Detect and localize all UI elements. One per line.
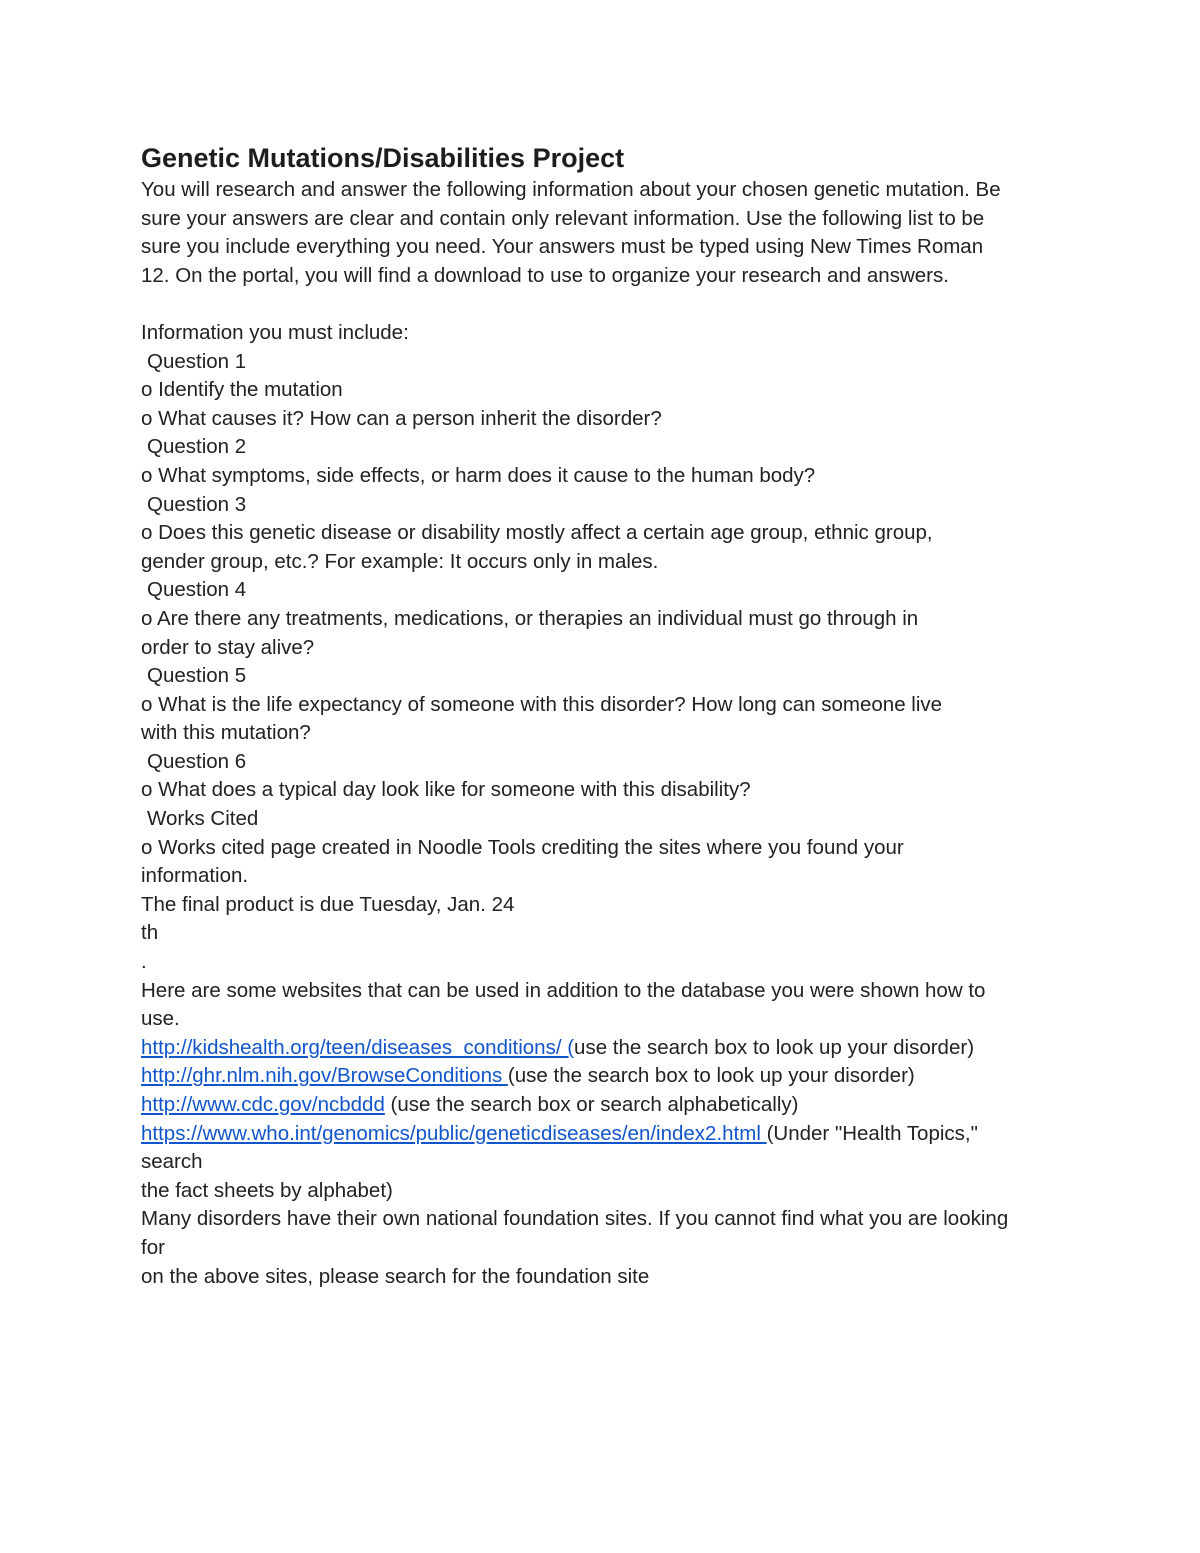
link-note: (use the search box or search alphabetically) <box>384 1093 799 1116</box>
link-note: use the search box to look up your disorder) <box>574 1035 975 1059</box>
websites-intro-line: Here are some websites that can be used in addition to the database you were shown how to <box>141 978 986 1002</box>
works-cited-heading: Works Cited <box>147 807 259 831</box>
question-3-item: gender group, etc.? For example: It occurs only in males. <box>141 549 659 573</box>
intro-line: sure your answers are clear and contain only relevant information. Use the following list to be <box>141 206 985 230</box>
foundation-line: Many disorders have their own national foundation sites. If you cannot find what you are looking <box>141 1207 1009 1231</box>
intro-line: 12. On the portal, you will find a download to use to organize your research and answers. <box>141 263 949 287</box>
who-note-continued: search <box>141 1150 203 1174</box>
foundation-line: on the above sites, please search for the foundation site <box>141 1264 650 1288</box>
kidshealth-link[interactable]: http://kidshealth.org/teen/diseases_conditions/ ( <box>141 1035 575 1059</box>
question-2-heading: Question 2 <box>147 435 247 459</box>
works-cited-item: information. <box>141 864 249 888</box>
question-5-item: with this mutation? <box>141 721 311 745</box>
link-row-ghr <box>141 1062 1071 1091</box>
blank-line <box>141 290 1071 319</box>
question-4-item: o Are there any treatments, medications, or therapies an individual must go through in <box>141 606 919 630</box>
question-4-item: order to stay alive? <box>141 635 315 659</box>
due-date-line: The final product is due Tuesday, Jan. 24 <box>141 892 515 916</box>
question-6-item: o What does a typical day look like for someone with this disability? <box>141 778 751 802</box>
websites-intro-line: use. <box>141 1007 180 1031</box>
document-page <box>141 140 1071 1291</box>
link-note: (Under "Health Topics," <box>766 1121 978 1145</box>
question-5-item: o What is the life expectancy of someone with this disorder? How long can someone live <box>141 692 943 716</box>
question-1-heading: Question 1 <box>147 349 247 373</box>
question-1-item: o Identify the mutation <box>141 378 343 402</box>
cdc-link[interactable]: http://www.cdc.gov/ncbddd <box>141 1093 385 1116</box>
due-date-suffix: th <box>141 921 159 945</box>
link-row-kidshealth <box>141 1034 1071 1063</box>
question-4-heading: Question 4 <box>147 578 247 602</box>
link-row-cdc <box>141 1091 1071 1120</box>
who-note-continued: the fact sheets by alphabet) <box>141 1178 393 1202</box>
question-6-heading: Question 6 <box>147 749 247 773</box>
intro-line: You will research and answer the following information about your chosen genetic mutation. Be <box>141 178 1001 201</box>
question-5-heading: Question 5 <box>147 664 247 688</box>
intro-line: sure you include everything you need. Your answers must be typed using New Times Roman <box>141 235 984 259</box>
question-3-heading: Question 3 <box>147 492 247 516</box>
info-heading: Information you must include: <box>141 320 409 344</box>
link-note: (use the search box to look up your disorder) <box>507 1064 915 1088</box>
ghr-link[interactable]: http://ghr.nlm.nih.gov/BrowseConditions <box>141 1064 508 1088</box>
document-title: Genetic Mutations/Disabilities Project <box>141 143 625 173</box>
who-link[interactable]: https://www.who.int/genomics/public/geneticdiseases/en/index2.html <box>141 1121 767 1145</box>
works-cited-item: o Works cited page created in Noodle Tools crediting the sites where you found your <box>141 835 904 859</box>
due-date-period: . <box>141 950 147 974</box>
question-1-item: o What causes it? How can a person inherit the disorder? <box>141 406 662 430</box>
foundation-line: for <box>141 1235 165 1259</box>
question-3-item: o Does this genetic disease or disability mostly affect a certain age group, ethnic group, <box>141 521 933 545</box>
question-2-item: o What symptoms, side effects, or harm does it cause to the human body? <box>141 463 816 487</box>
link-row-who <box>141 1120 1071 1149</box>
